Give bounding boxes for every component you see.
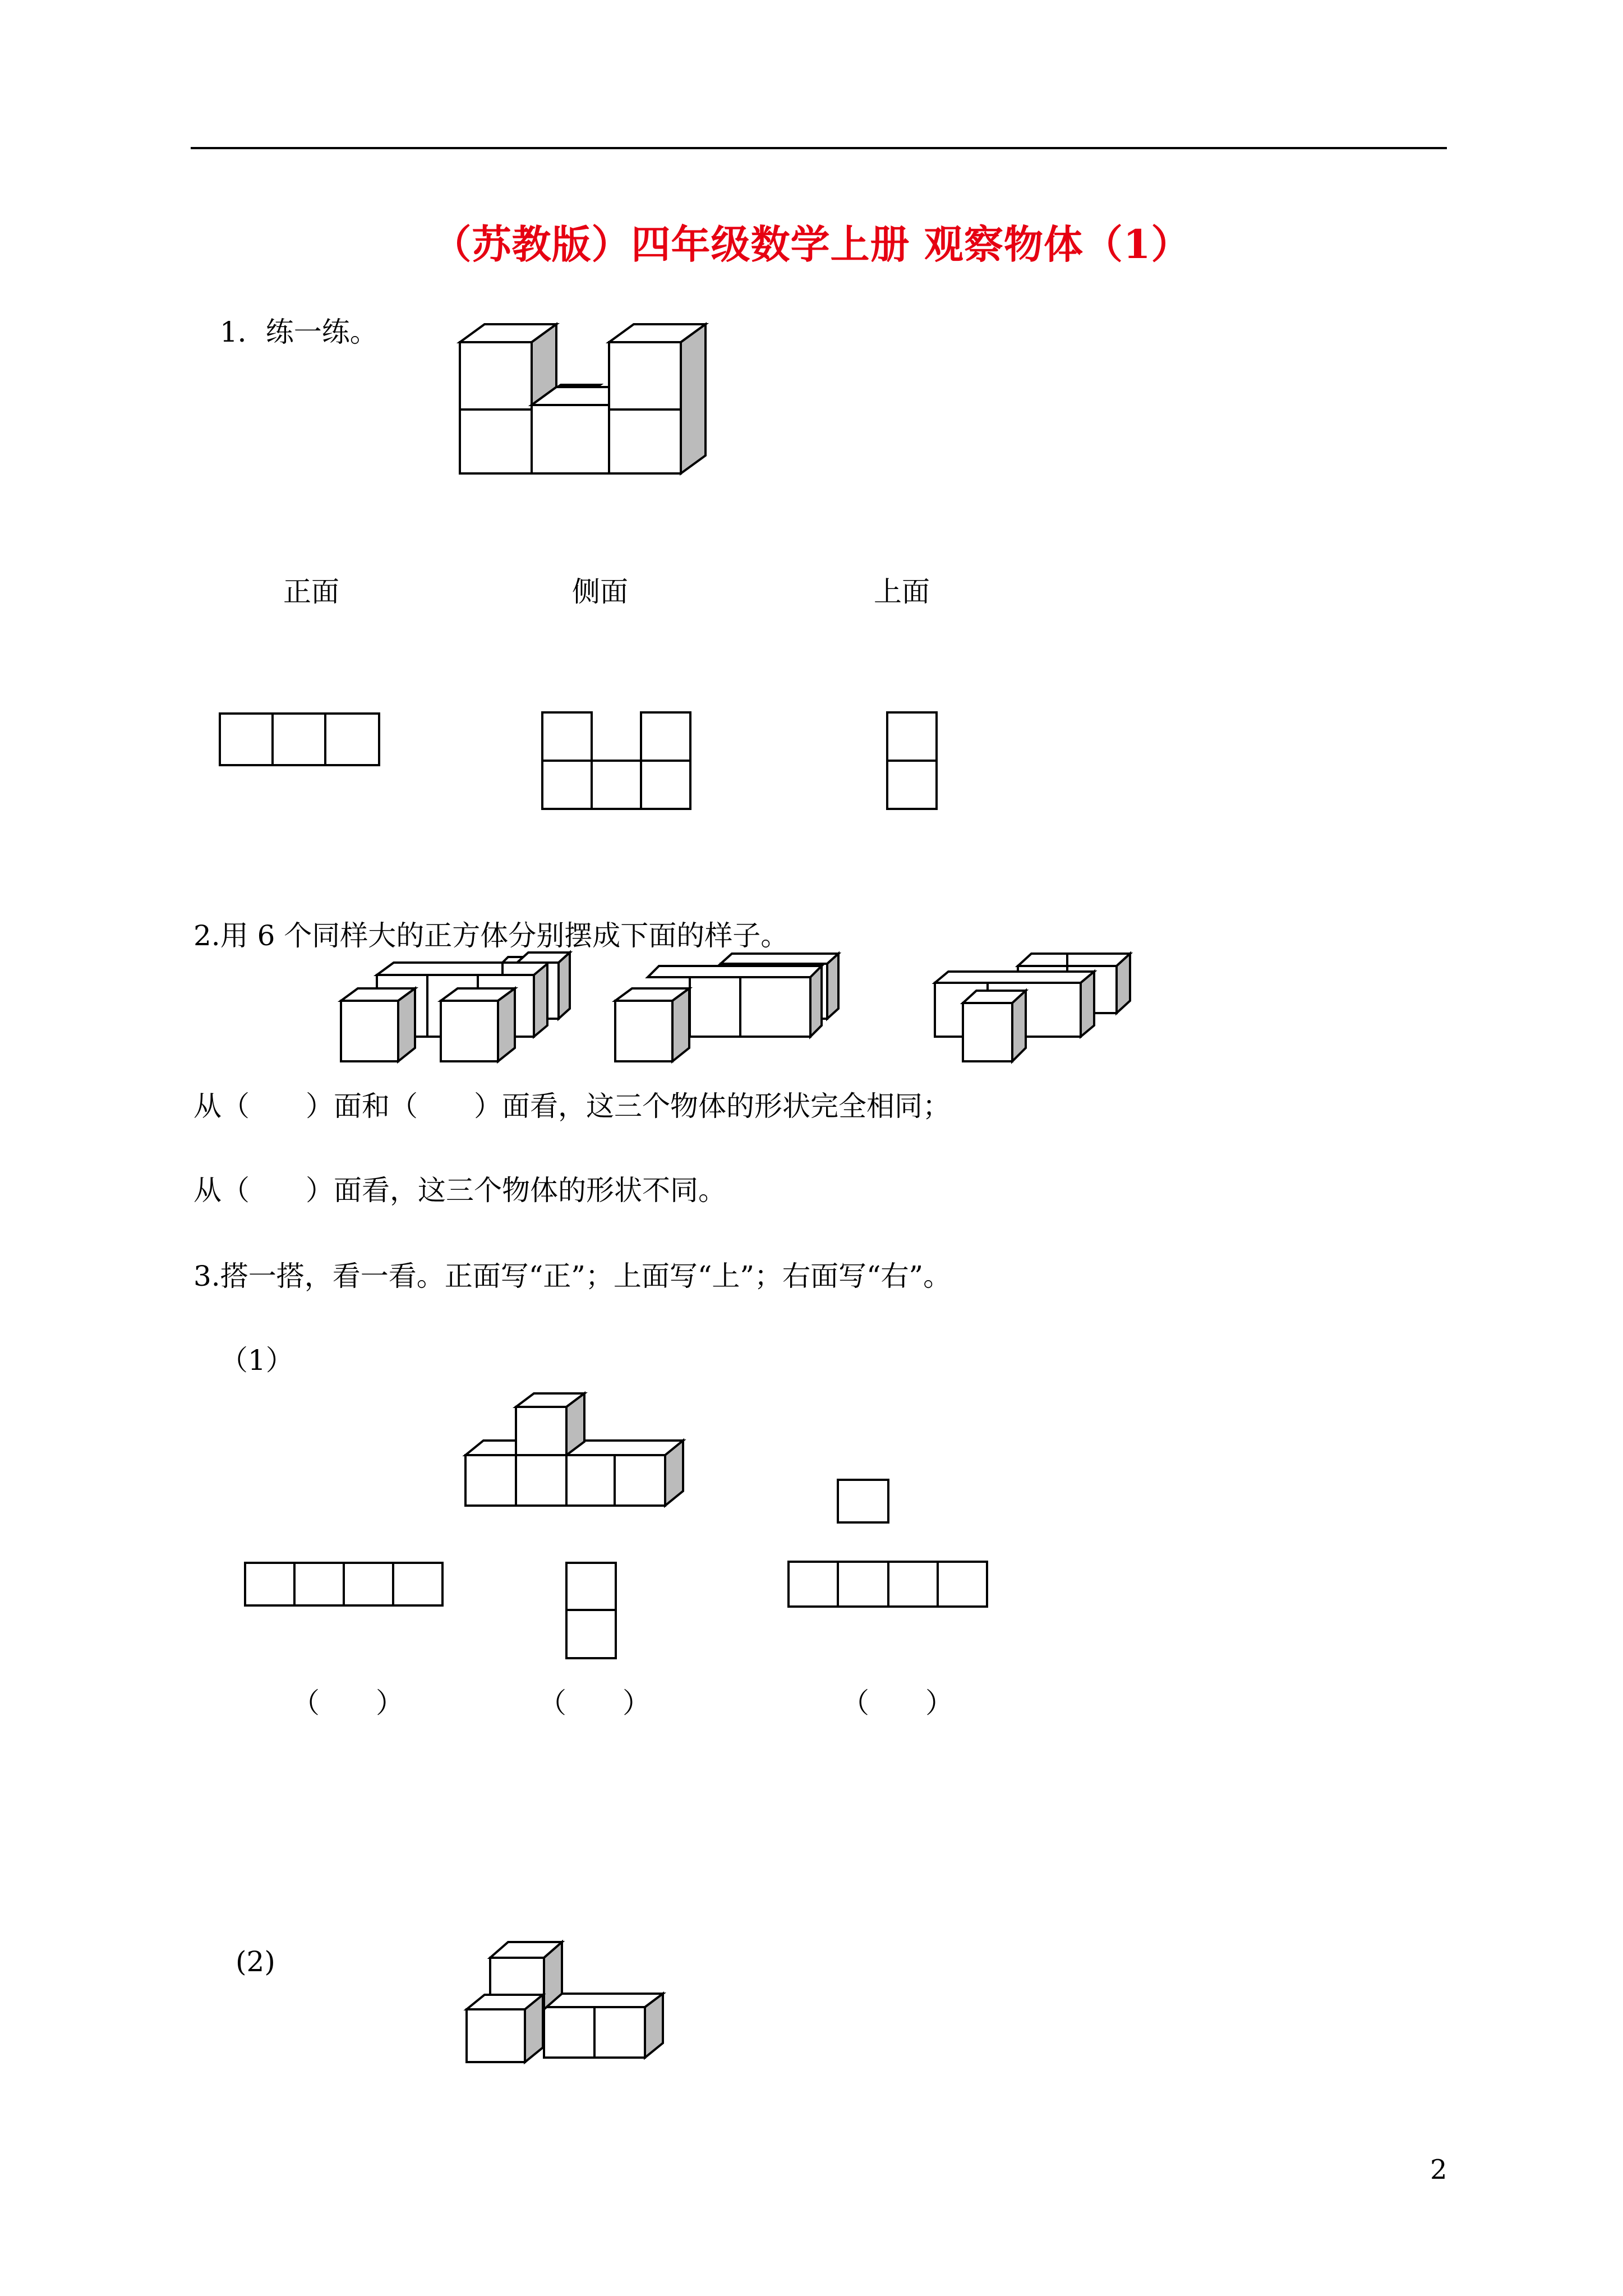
q3-part1-label: （1） bbox=[220, 1344, 294, 1377]
q1-view-side: 侧面 bbox=[572, 576, 628, 608]
q3-part1-grid-front bbox=[244, 1562, 446, 1609]
q2-line-2: 从（ ）面看，这三个物体的形状不同。 bbox=[193, 1174, 726, 1207]
page-number: 2 bbox=[1430, 2154, 1447, 2185]
q2-figure-1 bbox=[340, 947, 575, 1066]
q3-blank-2[interactable]: （ ） bbox=[538, 1687, 651, 1719]
q1-grid-c bbox=[886, 711, 940, 812]
page-title: （苏教版）四年级数学上册 观察物体（1） bbox=[432, 221, 1191, 268]
q2-figure-3 bbox=[934, 947, 1147, 1066]
q3-blank-1[interactable]: （ ） bbox=[292, 1687, 404, 1719]
q2-line-1: 从（ ）面和（ ）面看，这三个物体的形状完全相同； bbox=[193, 1090, 951, 1122]
q1-grid-a bbox=[219, 712, 381, 769]
q3-part2-cube-figure bbox=[465, 1935, 679, 2081]
q2-label: 2.用 6 个同样大的正方体分别摆成下面的样子。 bbox=[193, 919, 789, 952]
q3-part1-grid-side bbox=[565, 1562, 619, 1663]
q3-blank-3[interactable]: （ ） bbox=[841, 1687, 953, 1719]
q3-part1-cube-figure bbox=[465, 1391, 701, 1515]
q3-label: 3.搭一搭，看一看。正面写“正”；上面写“上”；右面写“右”。 bbox=[193, 1260, 952, 1292]
q1-view-top: 上面 bbox=[874, 576, 930, 608]
q1-view-front: 正面 bbox=[283, 576, 339, 608]
header-rule bbox=[191, 147, 1447, 149]
q3-part2-label: (2) bbox=[236, 1945, 275, 1978]
q3-part1-grid-top bbox=[787, 1479, 996, 1619]
q1-label: 1．练一练。 bbox=[220, 316, 378, 348]
q2-figure-2 bbox=[614, 947, 850, 1066]
q1-grid-b bbox=[541, 711, 693, 812]
q1-cube-figure bbox=[460, 320, 729, 488]
